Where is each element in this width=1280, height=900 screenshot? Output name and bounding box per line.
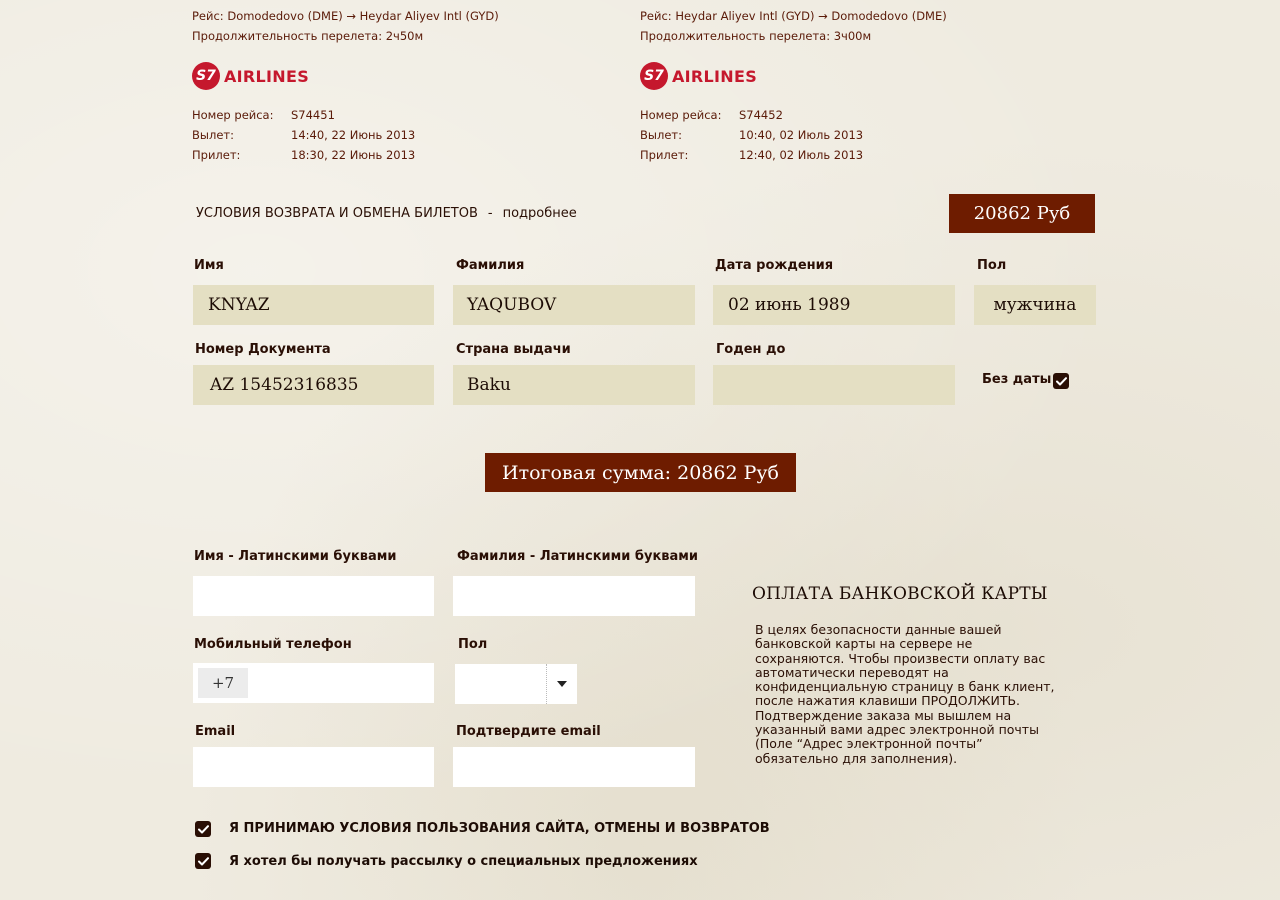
checkmark-icon: [198, 857, 209, 866]
last-name-label: Фамилия: [456, 258, 525, 273]
flight-duration: Продолжительность перелета: 3ч00м: [640, 29, 872, 43]
first-name-field[interactable]: KNYAZ: [193, 285, 434, 325]
arrival-row: [640, 148, 947, 168]
terms-label: Я ПРИНИМАЮ УСЛОВИЯ ПОЛЬЗОВАНИЯ САЙТА, ОТМЕНЫ И ВОЗВРАТОВ: [229, 821, 770, 836]
valid-until-label: Годен до: [716, 342, 786, 357]
first-name-latin-label: Имя - Латинскими буквами: [194, 549, 397, 564]
flight-number-row: [192, 108, 499, 128]
last-name-latin-input[interactable]: [453, 576, 695, 616]
last-name-latin-label: Фамилия - Латинскими буквами: [457, 549, 699, 564]
document-number-field[interactable]: AZ 15452316835: [193, 365, 434, 405]
total-sum-button[interactable]: Итоговая сумма: 20862 Руб: [485, 453, 796, 492]
departure-value: 14:40, 22 Июнь 2013: [291, 128, 416, 142]
arrival-value: 12:40, 02 Июль 2013: [739, 148, 864, 162]
refund-conditions: [196, 206, 577, 221]
arrival-row: [192, 148, 499, 168]
valid-until-field[interactable]: [713, 365, 955, 405]
gender-field[interactable]: мужчина: [974, 285, 1096, 325]
birth-date-field[interactable]: 02 июнь 1989: [713, 285, 955, 325]
flight-route: Рейс: Domodedovo (DME) → Heydar Aliyev Intl (GYD): [192, 9, 499, 23]
conditions-label: УСЛОВИЯ ВОЗВРАТА И ОБМЕНА БИЛЕТОВ: [196, 206, 478, 221]
logo-text: AIRLINES: [672, 66, 758, 86]
departure-row: [192, 128, 499, 148]
terms-checkbox[interactable]: [195, 821, 211, 837]
document-number-label: Номер Документа: [195, 342, 331, 357]
flight-duration: Продолжительность перелета: 2ч50м: [192, 29, 424, 43]
phone-prefix: +7: [198, 668, 248, 698]
arrival-key: Прилет:: [640, 148, 689, 162]
s7-logo-icon: S7: [640, 62, 668, 90]
flight-route: Рейс: Heydar Aliyev Intl (GYD) → Domodedovo (DME): [640, 9, 947, 23]
s7-airlines-logo: [640, 62, 947, 90]
first-name-latin-input[interactable]: [193, 576, 434, 616]
gender-label: Пол: [977, 258, 1007, 273]
flight-number-key: Номер рейса:: [192, 108, 274, 122]
logo-text: AIRLINES: [224, 66, 310, 86]
email-label: Email: [195, 724, 236, 739]
confirm-email-input[interactable]: [453, 747, 695, 787]
flight-number-value: S74452: [739, 108, 783, 122]
mobile-phone-input[interactable]: [193, 663, 434, 703]
no-date-checkbox[interactable]: [1053, 373, 1069, 389]
flight-number-value: S74451: [291, 108, 335, 122]
s7-airlines-logo: [192, 62, 499, 90]
issue-country-field[interactable]: Baku: [453, 365, 695, 405]
departure-key: Вылет:: [640, 128, 682, 142]
flight-outbound: [192, 9, 499, 168]
checkmark-icon: [198, 825, 209, 834]
confirm-email-label: Подтвердите email: [456, 724, 601, 739]
price-badge: 20862 Руб: [949, 194, 1095, 233]
departure-value: 10:40, 02 Июль 2013: [739, 128, 864, 142]
departure-key: Вылет:: [192, 128, 234, 142]
payment-title: ОПЛАТА БАНКОВСКОЙ КАРТЫ: [752, 584, 1048, 604]
contact-gender-label: Пол: [458, 637, 488, 652]
no-date-label: Без даты: [982, 372, 1052, 387]
flight-number-row: [640, 108, 947, 128]
flight-number-key: Номер рейса:: [640, 108, 722, 122]
s7-logo-icon: S7: [192, 62, 220, 90]
birth-date-label: Дата рождения: [715, 258, 834, 273]
conditions-separator: -: [487, 206, 493, 221]
payment-description: В целях безопасности данные вашей банковской карты на сервере не сохраняются. Чтобы произвести оплату вас автоматически переводят на конфиденциальную страницу в банк клиент, после нажатия клавиши ПРОДОЛЖИТЬ. Подтверждение заказа мы вышлем на указанный вами адрес электронной почты (Поле “Адрес электронной почты” обязательно для заполнения).: [755, 622, 1055, 766]
arrival-value: 18:30, 22 Июнь 2013: [291, 148, 416, 162]
email-input[interactable]: [193, 747, 434, 787]
arrival-key: Прилет:: [192, 148, 241, 162]
departure-row: [640, 128, 947, 148]
newsletter-checkbox[interactable]: [195, 853, 211, 869]
conditions-more-link[interactable]: подробнее: [502, 206, 577, 221]
first-name-label: Имя: [194, 258, 224, 273]
gender-select[interactable]: [455, 664, 577, 704]
newsletter-label: Я хотел бы получать рассылку о специальных предложениях: [229, 854, 698, 869]
mobile-phone-label: Мобильный телефон: [194, 637, 352, 652]
last-name-field[interactable]: YAQUBOV: [453, 285, 695, 325]
issue-country-label: Страна выдачи: [456, 342, 571, 357]
flight-return: [640, 9, 947, 168]
chevron-down-icon[interactable]: [546, 664, 577, 704]
checkmark-icon: [1056, 377, 1067, 386]
